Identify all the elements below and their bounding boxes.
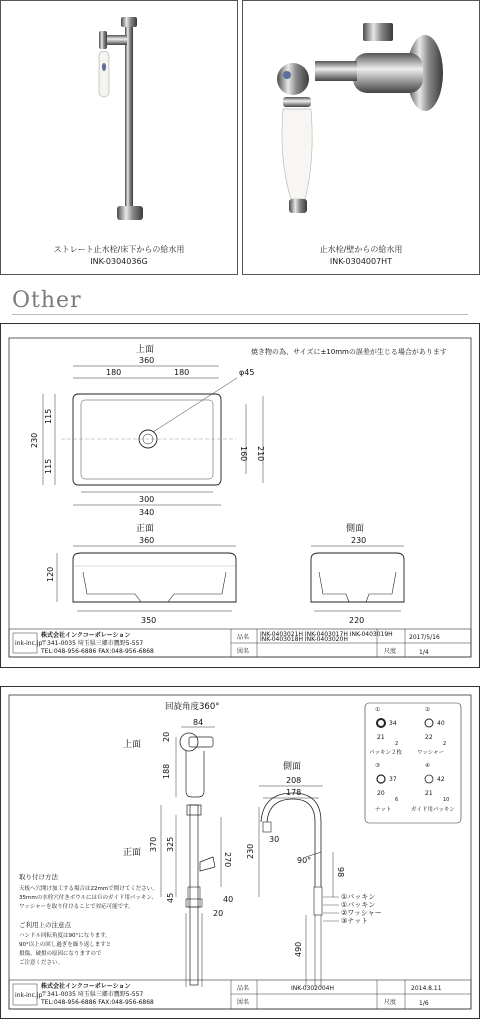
svg-text:20: 20: [377, 790, 385, 797]
company-address: 〒341-0035 埼玉県三郷市鷹野5-557: [41, 991, 144, 998]
product-card-standing-stop-valve: [0, 0, 238, 275]
company-tel: TEL:048-956-6886 FAX:048-956-6868: [41, 648, 154, 655]
dim-90-degrees: 90°: [297, 856, 312, 865]
dim-178: 178: [286, 788, 302, 797]
dim-side-230: 230: [246, 843, 255, 859]
svg-text:40: 40: [437, 720, 445, 727]
company-address: 〒341-0035 埼玉県三郷市鷹野5-557: [41, 640, 144, 647]
scale-value: 1/6: [419, 1000, 429, 1007]
dim-20-front: 20: [213, 909, 224, 918]
callout-nut: ③ナット: [341, 917, 369, 925]
dim-98: 98: [336, 867, 345, 878]
company-name: 株式会社インクコーポレーション: [41, 983, 131, 990]
dim-side-230: 230: [351, 536, 367, 545]
svg-text:①: ①: [375, 707, 380, 713]
svg-text:ナット: ナット: [375, 807, 392, 813]
dim-45: 45: [166, 892, 175, 903]
svg-text:2: 2: [443, 741, 447, 747]
dim-115-top: 115: [44, 408, 53, 424]
svg-text:21: 21: [377, 734, 385, 741]
dim-300: 300: [139, 495, 155, 504]
dim-84: 84: [193, 718, 204, 727]
caution-line-1: ハンドル回転角度は90°になります。: [19, 933, 111, 939]
dim-340: 340: [139, 508, 155, 517]
title-block: [9, 980, 471, 1009]
basin-drawing: [1, 324, 479, 667]
product-name: 止水栓/壁からの給水用: [319, 245, 403, 254]
dim-188: 188: [162, 763, 171, 779]
top-view-label: 上面: [123, 740, 142, 750]
dim-front-120: 120: [46, 566, 55, 582]
part-1: [369, 707, 402, 756]
faucet-drawing-sheet: [0, 686, 480, 1019]
product-card-wall-stop-valve: [242, 0, 480, 275]
part-2: [417, 706, 446, 756]
name-value: INK-0302004H: [291, 985, 334, 992]
scale-label: 尺度: [384, 648, 397, 655]
caution-line-3: 損傷、破損の原因になりますので: [19, 951, 102, 957]
dim-phi45: φ45: [239, 368, 255, 377]
svg-text:6: 6: [395, 797, 399, 803]
svg-text:42: 42: [437, 776, 445, 783]
tolerance-note: 焼き物の為、サイズに±10mmの誤差が生じる場合があります: [251, 348, 447, 356]
install-line-1: 天板へ穴開け加工する場合は22mmで開けてください。: [19, 886, 158, 892]
svg-text:37: 37: [389, 776, 397, 783]
svg-text:ワッシャー: ワッシャー: [417, 750, 445, 756]
dim-30: 30: [269, 835, 280, 844]
front-view-label: 正面: [123, 848, 142, 858]
side-view-label: 側面: [283, 762, 302, 772]
install-title: 取り付け方法: [19, 873, 58, 881]
dim-side-220: 220: [349, 616, 365, 625]
product-code: INK-0304036G: [90, 257, 148, 266]
front-view-label: 正面: [136, 524, 155, 534]
name-label: 品名: [237, 985, 250, 992]
callout-packing-2: ①パッキン: [341, 901, 376, 909]
svg-text:④: ④: [425, 763, 430, 769]
svg-text:2: 2: [395, 741, 399, 747]
name-label: 品名: [237, 634, 250, 641]
svg-text:③: ③: [375, 763, 380, 769]
dim-front-360: 360: [139, 536, 155, 545]
svg-text:10: 10: [443, 797, 450, 803]
dim-160: 160: [239, 446, 248, 462]
caution-line-2: 90°以上の回し過ぎを繰り返しますと: [19, 942, 112, 948]
drawing-date: 2017/5/16: [409, 634, 440, 641]
top-view-label: 上面: [136, 345, 155, 355]
product-name: ストレート止水栓/床下からの給水用: [53, 245, 185, 254]
title-block: [9, 629, 471, 657]
callout-washer: ②ワッシャー: [341, 909, 382, 917]
svg-text:21: 21: [425, 790, 433, 797]
svg-text:34: 34: [389, 720, 397, 727]
caution-title: ご利用上の注意点: [19, 921, 71, 929]
drawing-label: 図名: [237, 648, 250, 655]
faucet-drawing: [1, 687, 479, 1018]
section-divider: [12, 314, 468, 315]
svg-text:②: ②: [425, 707, 430, 713]
dim-180-left: 180: [106, 368, 122, 377]
basin-drawing-sheet: [0, 323, 480, 668]
install-line-2: 35mmの水栓穴付きボウルにはＧのガイド用パッキン、: [19, 895, 157, 901]
svg-text:ガイド用パッキン: ガイド用パッキン: [411, 807, 455, 813]
install-line-3: ワッシャーを取り付けることで対応可能です。: [19, 904, 134, 910]
dim-40: 40: [223, 895, 234, 904]
dim-360: 360: [139, 356, 155, 365]
dim-325: 325: [166, 836, 175, 852]
drawing-label: 図名: [237, 999, 250, 1006]
dim-230: 230: [30, 432, 39, 448]
dim-20-top: 20: [162, 731, 171, 742]
dim-115-bottom: 115: [44, 458, 53, 474]
part-3: [375, 763, 398, 813]
company-logo: ink-inc.jp: [15, 992, 43, 999]
part-4: [411, 763, 455, 813]
dim-180-right: 180: [174, 368, 190, 377]
product-code: INK-0304007HT: [329, 257, 393, 266]
company-logo: ink-inc.jp: [15, 640, 43, 647]
callout-packing-1: ①パッキン: [341, 893, 376, 901]
section-heading: Other: [12, 288, 82, 313]
company-tel: TEL:048-956-6886 FAX:048-956-6868: [41, 999, 154, 1006]
scale-label: 尺度: [384, 999, 397, 1006]
dim-208: 208: [286, 776, 302, 785]
rotation-label: 回旋角度360°: [165, 702, 220, 712]
svg-text:22: 22: [425, 734, 433, 741]
drawing-date: 2014.8.11: [411, 985, 442, 992]
name-value-1: INK-0403021H INK-0403017H INK-0403019H: [260, 631, 393, 638]
side-view-label: 側面: [346, 524, 365, 534]
standing-stop-valve-image: [1, 1, 237, 231]
dim-270: 270: [223, 852, 232, 868]
dim-front-350: 350: [141, 616, 157, 625]
scale-value: 1/4: [419, 649, 429, 656]
company-name: 株式会社インクコーポレーション: [41, 632, 131, 639]
dim-490: 490: [294, 941, 303, 957]
dim-370: 370: [149, 836, 158, 852]
name-value-2: INK-0403018H INK-0403020H: [260, 636, 348, 643]
caution-line-4: ご注意ください。: [19, 960, 64, 966]
wall-stop-valve-image: [243, 1, 479, 231]
dim-210: 210: [256, 446, 265, 462]
svg-text:パッキン２枚: パッキン２枚: [369, 750, 402, 756]
